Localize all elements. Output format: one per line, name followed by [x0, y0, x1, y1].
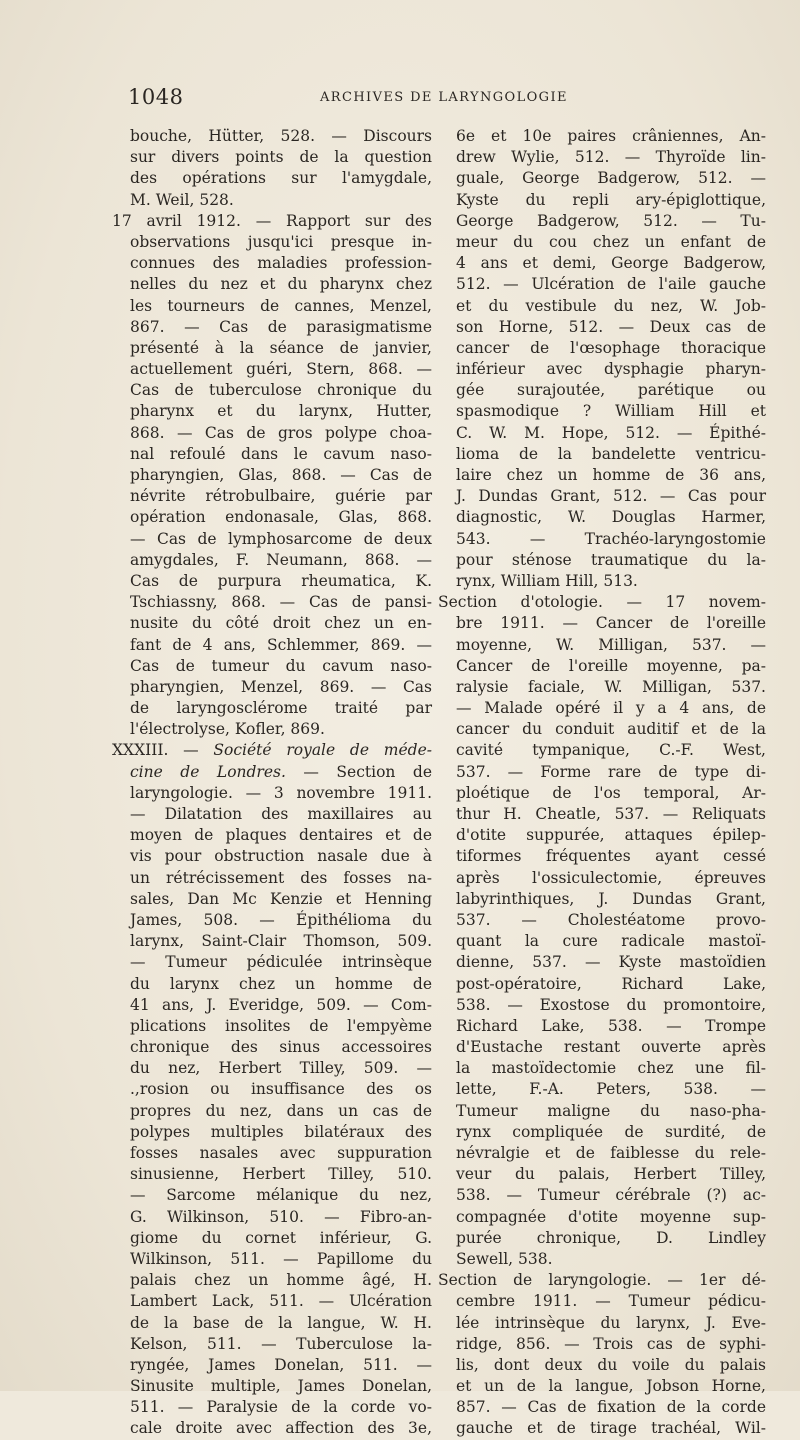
- text-line: [456, 762, 766, 783]
- line-text: actuellement guéri, Stern, 868. —: [130, 360, 432, 379]
- page-number: 1048: [128, 85, 184, 109]
- line-text: 511. — Paralysie de la corde vo-: [130, 1398, 432, 1417]
- text-line: [130, 1185, 432, 1206]
- text-line: [456, 1185, 766, 1206]
- line-text: gauche et de tirage trachéal, Wil-: [456, 1419, 766, 1438]
- page-header: [0, 84, 800, 110]
- line-text: M. Weil, 528.: [130, 190, 234, 209]
- line-text: guale, George Badgerow, 512. —: [456, 169, 766, 188]
- line-text: Cancer de l'oreille moyenne, pa-: [456, 656, 766, 675]
- text-line: [456, 126, 766, 147]
- text-line: [130, 762, 432, 783]
- text-line: [130, 783, 432, 804]
- line-text: ralysie faciale, W. Milligan, 537.: [456, 677, 766, 696]
- left-column: [112, 126, 432, 1440]
- text-line: [456, 211, 766, 232]
- text-line: [130, 592, 432, 613]
- text-line: [456, 190, 766, 211]
- line-text: quant la cure radicale mastoï-: [456, 932, 766, 951]
- line-text: compagnée d'otite moyenne sup-: [456, 1207, 766, 1226]
- text-line: [130, 1334, 432, 1355]
- line-text: veur du palais, Herbert Tilley,: [456, 1165, 766, 1184]
- line-text: d'Eustache restant ouverte après: [456, 1038, 766, 1057]
- right-column: [438, 126, 766, 1440]
- text-line: [130, 1101, 432, 1122]
- text-line: [130, 190, 432, 211]
- line-text: J. Dundas Grant, 512. — Cas pour: [456, 487, 766, 506]
- text-line: [130, 1376, 432, 1397]
- line-text: chronique des sinus accessoires: [130, 1038, 432, 1057]
- line-text: connues des maladies profession-: [130, 254, 432, 273]
- text-line: [130, 974, 432, 995]
- text-line: [130, 423, 432, 444]
- text-line: [456, 1122, 766, 1143]
- line-text: moyen de plaques dentaires et de: [130, 826, 432, 845]
- line-text: névralgie et de faiblesse du rele-: [456, 1144, 766, 1162]
- text-line: [130, 1079, 432, 1100]
- text-line: [456, 168, 766, 189]
- line-text: nelles du nez et du pharynx chez: [130, 275, 432, 294]
- text-line: [456, 486, 766, 507]
- text-line: [456, 359, 766, 380]
- line-text: — Dilatation des maxillaires au: [130, 805, 432, 823]
- line-text: XXXIII. —: [112, 741, 214, 760]
- text-line: [130, 719, 432, 740]
- line-text: 857. — Cas de fixation de la corde: [456, 1398, 766, 1417]
- text-line: [456, 423, 766, 444]
- text-line: [130, 910, 432, 931]
- text-line: [130, 274, 432, 295]
- line-text: bouche, Hütter, 528. — Discours: [130, 127, 432, 145]
- text-line: [130, 1313, 432, 1334]
- text-line: [456, 613, 766, 634]
- text-line: [456, 931, 766, 952]
- line-text: opération endonasale, Glas, 868.: [130, 508, 432, 527]
- line-text: ploétique de l'os temporal, Ar-: [456, 783, 766, 802]
- text-line: [456, 995, 766, 1016]
- line-text: labyrinthiques, J. Dundas Grant,: [456, 889, 766, 908]
- line-text: dienne, 537. — Kyste mastoïdien: [456, 953, 766, 972]
- line-text: vis pour obstruction nasale due à: [130, 847, 432, 866]
- text-line: [456, 1418, 766, 1439]
- text-line: [456, 846, 766, 867]
- text-line: [456, 529, 766, 550]
- text-line: [456, 952, 766, 973]
- line-text: 868. — Cas de gros polype choa-: [130, 423, 432, 442]
- text-line: [130, 1355, 432, 1376]
- line-text: d'otite suppurée, attaques épilep-: [456, 826, 766, 845]
- text-line: [130, 444, 432, 465]
- line-text: fosses nasales avec suppuration: [130, 1144, 432, 1162]
- text-line: [130, 529, 432, 550]
- line-text: pharyngien, Menzel, 869. — Cas: [130, 677, 432, 696]
- line-text: ridge, 856. — Trois cas de syphi-: [456, 1334, 766, 1353]
- text-line: [130, 571, 432, 592]
- line-text: cembre 1911. — Tumeur pédicu-: [456, 1292, 766, 1311]
- line-text: Richard Lake, 538. — Trompe: [456, 1016, 766, 1035]
- text-line: [456, 380, 766, 401]
- text-line: [456, 868, 766, 889]
- text-line: [130, 507, 432, 528]
- text-line: [130, 1249, 432, 1270]
- text-line: [130, 1016, 432, 1037]
- text-line: [456, 889, 766, 910]
- line-text: — Sarcome mélanique du nez,: [130, 1186, 432, 1205]
- line-text: — Cas de lymphosarcome de deux: [130, 529, 432, 548]
- line-text: tiformes fréquentes ayant cessé: [456, 847, 766, 866]
- text-line: [456, 317, 766, 338]
- line-text: pharynx et du larynx, Hutter,: [130, 402, 432, 421]
- text-line: [130, 168, 432, 189]
- line-text: un rétrécissement des fosses na-: [130, 868, 432, 887]
- line-text: névrite rétrobulbaire, guérie par: [130, 487, 432, 506]
- text-line: [130, 1122, 432, 1143]
- line-text: sur divers points de la question: [130, 148, 432, 167]
- text-line: [456, 1355, 766, 1376]
- text-line: [130, 931, 432, 952]
- text-line: [130, 338, 432, 359]
- line-text: — Tumeur pédiculée intrinsèque: [130, 953, 432, 972]
- running-head: ARCHIVES DE LARYNGOLOGIE: [320, 90, 568, 105]
- line-text: James, 508. — Épithélioma du: [130, 910, 432, 929]
- line-text: lette, F.-A. Peters, 538. —: [456, 1080, 766, 1099]
- line-text: post-opératoire, Richard Lake,: [456, 974, 766, 993]
- text-line: [130, 677, 432, 698]
- text-line: [112, 740, 432, 761]
- italic-society-name: cine de Londres.: [130, 762, 286, 781]
- text-line: [456, 804, 766, 825]
- text-line: [456, 910, 766, 931]
- text-line: [130, 1418, 432, 1439]
- line-text: lioma de la bandelette ventricu-: [456, 444, 766, 463]
- line-text: Kyste du repli ary-épiglottique,: [456, 190, 766, 209]
- line-text: des opérations sur l'amygdale,: [130, 169, 432, 188]
- text-line: [130, 825, 432, 846]
- line-text: 537. — Cholestéatome provo-: [456, 910, 766, 929]
- text-line: [130, 401, 432, 422]
- text-line: [456, 571, 766, 592]
- text-line: [130, 465, 432, 486]
- line-text: Tschiassny, 868. — Cas de pansi-: [130, 593, 432, 612]
- text-line: [130, 1228, 432, 1249]
- line-text: Cas de purpura rheumatica, K.: [130, 571, 432, 590]
- line-text: 867. — Cas de parasigmatisme: [130, 317, 432, 336]
- line-text: 543. — Trachéo-laryngostomie: [456, 529, 766, 548]
- line-text: 538. — Exostose du promontoire,: [456, 995, 766, 1014]
- text-line: [130, 359, 432, 380]
- line-text: pour sténose traumatique du la-: [456, 550, 766, 569]
- line-text: Wilkinson, 511. — Papillome du: [130, 1249, 432, 1268]
- line-text: présenté à la séance de janvier,: [130, 338, 432, 357]
- line-text: 512. — Ulcération de l'aile gauche: [456, 275, 766, 294]
- line-text: et un de la langue, Jobson Horne,: [456, 1377, 766, 1396]
- line-text: lée intrinsèque du larynx, J. Eve-: [456, 1313, 766, 1332]
- text-line: [456, 296, 766, 317]
- text-line: [456, 1143, 766, 1164]
- text-line: [130, 1207, 432, 1228]
- text-line: [130, 317, 432, 338]
- line-text: plications insolites de l'empyème: [130, 1016, 432, 1035]
- text-line: [456, 825, 766, 846]
- line-text: sales, Dan Mc Kenzie et Henning: [130, 889, 432, 908]
- line-text: George Badgerow, 512. — Tu-: [456, 211, 766, 230]
- line-text: purée chronique, D. Lindley: [456, 1228, 766, 1247]
- line-text: de la base de la langue, W. H.: [130, 1313, 432, 1332]
- line-text: nal refoulé dans le cavum naso-: [130, 444, 432, 463]
- text-line: [456, 719, 766, 740]
- text-line: [456, 401, 766, 422]
- line-text: Lambert Lack, 511. — Ulcération: [130, 1292, 432, 1311]
- text-line: [130, 126, 432, 147]
- text-line: [130, 550, 432, 571]
- text-line: [456, 1291, 766, 1312]
- line-text: Sinusite multiple, James Donelan,: [130, 1377, 432, 1396]
- line-text: laire chez un homme de 36 ans,: [456, 466, 766, 484]
- text-line: [456, 1016, 766, 1037]
- line-text: Cas de tuberculose chronique du: [130, 381, 432, 400]
- line-text: propres du nez, dans un cas de: [130, 1101, 432, 1120]
- line-text: Section de laryngologie. — 1er dé-: [438, 1271, 766, 1290]
- text-line: [130, 1143, 432, 1164]
- line-text: larynx, Saint-Clair Thomson, 509.: [130, 932, 432, 951]
- line-text: Kelson, 511. — Tuberculose la-: [130, 1334, 432, 1353]
- text-line: [112, 211, 432, 232]
- line-text: cale droite avec affection des 3e,: [130, 1419, 432, 1438]
- line-text: lis, dont deux du voile du palais: [456, 1355, 766, 1374]
- line-text: cancer de l'œsophage thoracique: [456, 338, 766, 357]
- line-text: ryngée, James Donelan, 511. —: [130, 1355, 432, 1374]
- text-line: [456, 465, 766, 486]
- line-text: spasmodique ? William Hill et: [456, 402, 766, 421]
- text-line: [130, 889, 432, 910]
- line-text: 6e et 10e paires crâniennes, An-: [456, 127, 766, 145]
- line-text: rynx, William Hill, 513.: [456, 571, 638, 590]
- line-text: 538. — Tumeur cérébrale (?) ac-: [456, 1186, 766, 1205]
- line-text: l'électrolyse, Kofler, 869.: [130, 720, 325, 739]
- line-text: polypes multiples bilatéraux des: [130, 1122, 432, 1141]
- text-line: [456, 1037, 766, 1058]
- text-line: [456, 677, 766, 698]
- line-text: cavité tympanique, C.-F. West,: [456, 741, 766, 760]
- text-line: [438, 1270, 766, 1291]
- text-line: [456, 274, 766, 295]
- line-text: fant de 4 ans, Schlemmer, 869. —: [130, 635, 432, 654]
- text-line: [130, 1164, 432, 1185]
- text-line: [456, 1164, 766, 1185]
- text-line: [130, 296, 432, 317]
- text-line: [456, 1334, 766, 1355]
- text-line: [456, 1058, 766, 1079]
- line-text: palais chez un homme âgé, H.: [130, 1271, 432, 1290]
- line-text: amygdales, F. Neumann, 868. —: [130, 550, 432, 569]
- line-text: 4 ans et demi, George Badgerow,: [456, 254, 766, 273]
- line-text: meur du cou chez un enfant de: [456, 232, 766, 251]
- text-line: [456, 507, 766, 528]
- line-text: 537. — Forme rare de type di-: [456, 762, 766, 781]
- text-line: [130, 1397, 432, 1418]
- text-line: [130, 1037, 432, 1058]
- line-text: du nez, Herbert Tilley, 509. —: [130, 1059, 432, 1078]
- line-text: Section d'otologie. — 17 novem-: [438, 593, 766, 612]
- text-line: [130, 846, 432, 867]
- line-text: rynx compliquée de surdité, de: [456, 1122, 766, 1141]
- line-text: cancer du conduit auditif et de la: [456, 720, 766, 739]
- text-line: [130, 147, 432, 168]
- text-line: [130, 1270, 432, 1291]
- line-text: moyenne, W. Milligan, 537. —: [456, 635, 766, 654]
- line-text: après l'ossiculectomie, épreuves: [456, 868, 766, 887]
- text-line: [438, 592, 766, 613]
- line-text: bre 1911. — Cancer de l'oreille: [456, 614, 766, 633]
- text-line: [130, 804, 432, 825]
- text-line: [456, 232, 766, 253]
- line-text: thur H. Cheatle, 537. — Reliquats: [456, 805, 766, 823]
- line-text: giome du cornet inférieur, G.: [130, 1228, 432, 1247]
- text-line: [456, 147, 766, 168]
- line-text: 41 ans, J. Everidge, 509. — Com-: [130, 995, 432, 1014]
- text-line: [456, 1101, 766, 1122]
- italic-society-name: Société royale de méde-: [213, 741, 432, 760]
- line-text: et du vestibule du nez, W. Job-: [456, 296, 766, 315]
- text-line: [456, 656, 766, 677]
- line-text: son Horne, 512. — Deux cas de: [456, 317, 766, 336]
- text-line: [456, 698, 766, 719]
- line-text: la mastoïdectomie chez une fil-: [456, 1059, 766, 1078]
- text-line: [130, 232, 432, 253]
- text-line: [456, 1079, 766, 1100]
- text-line: [130, 656, 432, 677]
- text-line: [456, 783, 766, 804]
- text-line: [130, 1291, 432, 1312]
- line-text: sinusienne, Herbert Tilley, 510.: [130, 1165, 432, 1184]
- text-line: [130, 613, 432, 634]
- line-text: drew Wylie, 512. — Thyroïde lin-: [456, 148, 766, 167]
- line-text: inférieur avec dysphagie pharyn-: [456, 360, 766, 379]
- text-line: [456, 1397, 766, 1418]
- text-line: [456, 253, 766, 274]
- line-text: observations jusqu'ici presque in-: [130, 232, 432, 251]
- line-text: Cas de tumeur du cavum naso-: [130, 656, 432, 675]
- line-text: — Section de: [285, 762, 432, 781]
- text-line: [130, 995, 432, 1016]
- line-text: gée surajoutée, parétique ou: [456, 381, 766, 400]
- line-text: nusite du côté droit chez un en-: [130, 614, 432, 633]
- line-text: G. Wilkinson, 510. — Fibro-an-: [130, 1207, 432, 1226]
- text-line: [130, 952, 432, 973]
- text-line: [456, 1376, 766, 1397]
- text-line: [130, 635, 432, 656]
- line-text: Sewell, 538.: [456, 1249, 553, 1268]
- line-text: Tumeur maligne du naso-pha-: [456, 1101, 766, 1120]
- text-line: [456, 1249, 766, 1270]
- line-text: 17 avril 1912. — Rapport sur des: [112, 211, 432, 230]
- text-line: [456, 974, 766, 995]
- line-text: les tourneurs de cannes, Menzel,: [130, 296, 432, 315]
- line-text: C. W. M. Hope, 512. — Épithé-: [456, 423, 766, 442]
- text-line: [130, 486, 432, 507]
- line-text: .,rosion ou insuffisance des os: [130, 1080, 432, 1099]
- text-line: [130, 253, 432, 274]
- text-line: [456, 1207, 766, 1228]
- line-text: diagnostic, W. Douglas Harmer,: [456, 508, 766, 527]
- text-line: [456, 1228, 766, 1249]
- text-line: [456, 1313, 766, 1334]
- line-text: du larynx chez un homme de: [130, 974, 432, 993]
- line-text: laryngologie. — 3 novembre 1911.: [130, 783, 432, 802]
- text-line: [130, 380, 432, 401]
- line-text: — Malade opéré il y a 4 ans, de: [456, 699, 766, 718]
- text-line: [130, 1058, 432, 1079]
- line-text: de laryngosclérome traité par: [130, 699, 432, 718]
- text-line: [456, 338, 766, 359]
- text-line: [456, 635, 766, 656]
- text-line: [130, 698, 432, 719]
- text-line: [130, 868, 432, 889]
- text-line: [456, 740, 766, 761]
- text-line: [456, 444, 766, 465]
- line-text: pharyngien, Glas, 868. — Cas de: [130, 466, 432, 484]
- text-line: [456, 550, 766, 571]
